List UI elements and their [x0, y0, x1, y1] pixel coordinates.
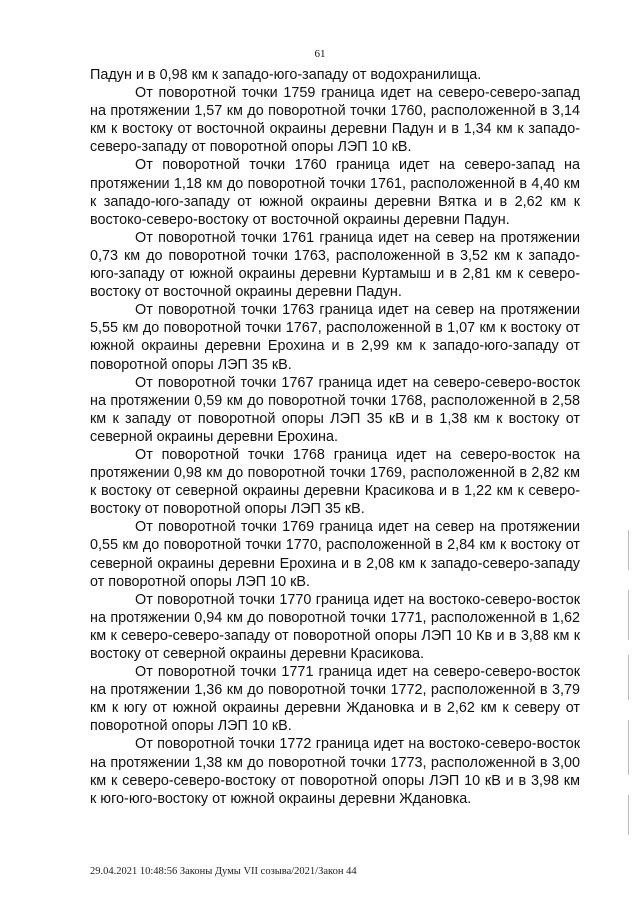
paragraph-1760: От поворотной точки 1760 граница идет на северо-запад на протяжении 1,18 км до поворотной точки 1761, расположенной в 4,40 км к западо-юго-западу от южной окраины деревни Вятка и в 2,62 км к востоко-северо-востоку от восточной окраины деревни Падун.: [90, 157, 580, 228]
paragraph-1772: От поворотной точки 1772 граница идет на востоко-северо-восток на протяжении 1,38 км до поворотной точки 1773, расположенной в 3,00 км к северо-северо-востоку от поворотной опоры ЛЭП 10 кВ и в 3,98 км к юго-юго-востоку от южной окраины деревни Ждановка.: [90, 736, 580, 807]
page-number: 61: [314, 48, 326, 60]
paragraph-1768: От поворотной точки 1768 граница идет на северо-восток на протяжении 0,98 км до поворотной точки 1769, расположенной в 2,82 км к востоку от северной окраины деревни Красикова и в 1,22 км к северо-востоку от поворотной опоры ЛЭП 35 кВ.: [90, 446, 580, 518]
footer-meta: 29.04.2021 10:48:56 Законы Думы VII созыва/2021/Закон 44: [90, 866, 357, 877]
paragraph-1763: От поворотной точки 1763 граница идет на север на протяжении 5,55 км до поворотной точки 1767, расположенной в 1,07 км к востоку от южной окраины деревни Ерохина и в 2,99 км к западо-юго-западу от поворотной опоры ЛЭП 35 кВ.: [90, 302, 580, 373]
paragraph-continuation: Падун и в 0,98 км к западо-юго-западу от водохранилища.: [90, 67, 482, 83]
paragraph-1761: От поворотной точки 1761 граница идет на север на протяжении 0,73 км до поворотной точки 1763, расположенной в 3,52 км к западо-юго-западу от южной окраины деревни Куртамыш и в 2,81 км к северо-востоку от восточной окраины деревни Падун.: [90, 229, 580, 301]
paragraph-1767: От поворотной точки 1767 граница идет на северо-северо-восток на протяжении 0,59 км до поворотной точки 1768, расположенной в 2,58 км к западу от поворотной опоры ЛЭП 35 кВ и в 1,38 км к востоку от северной окраины деревни Ерохина.: [90, 374, 580, 445]
document-body: [90, 66, 580, 808]
paragraph-1769: От поворотной точки 1769 граница идет на север на протяжении 0,55 км до поворотной точки 1770, расположенной в 2,84 км к востоку от северной окраины деревни Ерохина и в 2,08 км к западо-северо-западу от поворотной опоры ЛЭП 10 кВ.: [90, 519, 580, 590]
margin-scan-marks: [624, 530, 634, 870]
paragraph-1759: От поворотной точки 1759 граница идет на северо-северо-запад на протяжении 1,57 км до поворотной точки 1760, расположенной в 3,14 км к востоку от восточной окраины деревни Падун и в 1,34 км к западо-северо-западу от поворотной опоры ЛЭП 10 кВ.: [90, 85, 580, 156]
paragraph-1770: От поворотной точки 1770 граница идет на востоко-северо-восток на протяжении 0,94 км до поворотной точки 1771, расположенной в 1,62 км к северо-северо-западу от поворотной опоры ЛЭП 10 Кв и в 3,88 км к востоку от северной окраины деревни Красикова.: [90, 591, 580, 662]
paragraph-1771: От поворотной точки 1771 граница идет на северо-северо-восток на протяжении 1,36 км до поворотной точки 1772, расположенной в 3,79 км к югу от южной окраины деревни Ждановка и в 2,62 км к северу от поворотной опоры ЛЭП 10 кВ.: [90, 664, 580, 735]
